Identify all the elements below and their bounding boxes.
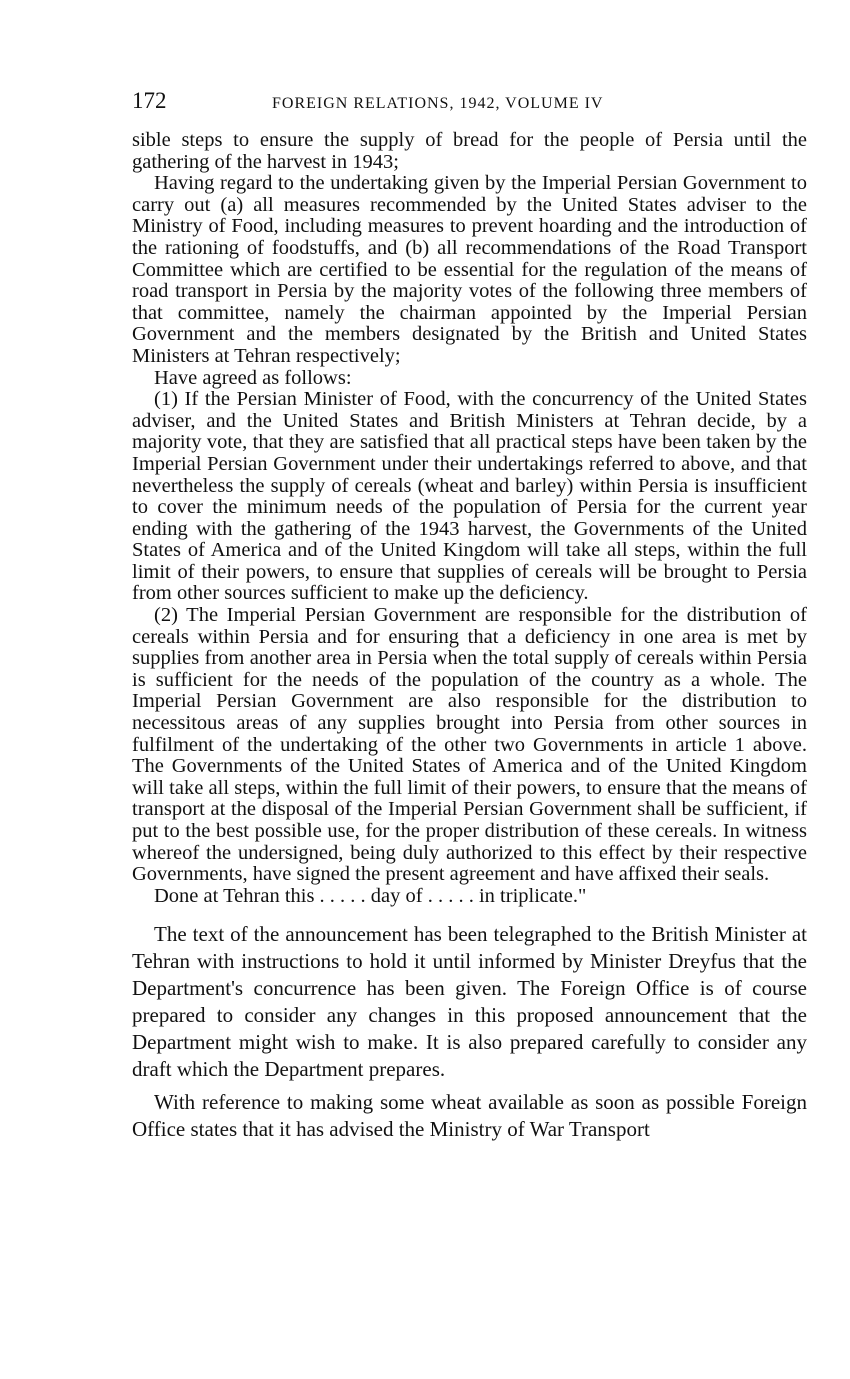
document-page <box>132 88 807 1149</box>
page-header <box>132 88 807 118</box>
quoted-paragraph: Done at Tehran this . . . . . day of . . . . . in triplicate." <box>154 884 587 907</box>
running-head: FOREIGN RELATIONS, 1942, VOLUME IV <box>272 95 604 112</box>
body-paragraph: With reference to making some wheat available as soon as possible Foreign Office states that it has advised the Ministry of War Transport <box>132 1090 807 1142</box>
body-paragraph: The text of the announcement has been telegraphed to the British Minister at Tehran with instructions to hold it until informed by Minister Dreyfus that the Department's concurrence has been given. The Foreign Office is of course prepared to consider any changes in this proposed announcement that the Department might wish to make. It is also prepared carefully to consider any draft which the Department prepares. <box>132 922 807 1082</box>
quoted-paragraph: (2) The Imperial Persian Government are responsible for the distribution of cereals within Persia and for ensuring that a deficiency in one area is met by supplies from another area in Persia when the total supply of cereals within Persia is sufficient for the needs of the population of the country as a whole. The Imperial Persian Government are also responsible for the distribution to necessitous areas of any supplies brought into Persia from other sources in fulfilment of the undertaking of the other two Governments in article 1 above. The Governments of the United States of America and of the United Kingdom will take all steps, within the full limit of their powers, to ensure that the means of transport at the disposal of the Imperial Persian Government shall be sufficient, if put to the best possible use, for the proper distribution of these cereals. In witness whereof the undersigned, being duly authorized to this effect by their respective Governments, have signed the present agreement and have affixed their seals. <box>132 604 807 886</box>
quoted-paragraph: sible steps to ensure the supply of bread for the people of Persia until the gathering of the harvest in 1943; <box>132 129 807 173</box>
page-number: 172 <box>132 88 167 113</box>
quoted-paragraph: Have agreed as follows: <box>154 366 352 389</box>
body-text <box>132 921 807 1143</box>
quoted-paragraph: Having regard to the undertaking given by the Imperial Persian Government to carry out (a) all measures recommended by the United States adviser to the Ministry of Food, including measures to prevent hoarding and the introduction of the rationing of foodstuffs, and (b) all recommendations of the Road Transport Committee which are certified to be essential for the regulation of the means of road transport in Persia by the majority votes of the following three members of that committee, namely the chairman appointed by the Imperial Persian Government and the members designated by the British and United States Ministers at Tehran respectively; <box>132 172 807 367</box>
quoted-agreement <box>132 130 807 907</box>
quoted-paragraph: (1) If the Persian Minister of Food, with the concurrency of the United States adviser, and the United States and British Ministers at Tehran decide, by a majority vote, that they are satisfied that all practical steps have been taken by the Imperial Persian Government under their undertakings referred to above, and that nevertheless the supply of cereals (wheat and barley) within Persia is insufficient to cover the minimum needs of the population of Persia for the current year ending with the gathering of the 1943 harvest, the Governments of the United States of America and of the United Kingdom will take all steps, within the full limit of their powers, to ensure that supplies of cereals will be brought to Persia from other sources sufficient to make up the deficiency. <box>132 388 807 605</box>
